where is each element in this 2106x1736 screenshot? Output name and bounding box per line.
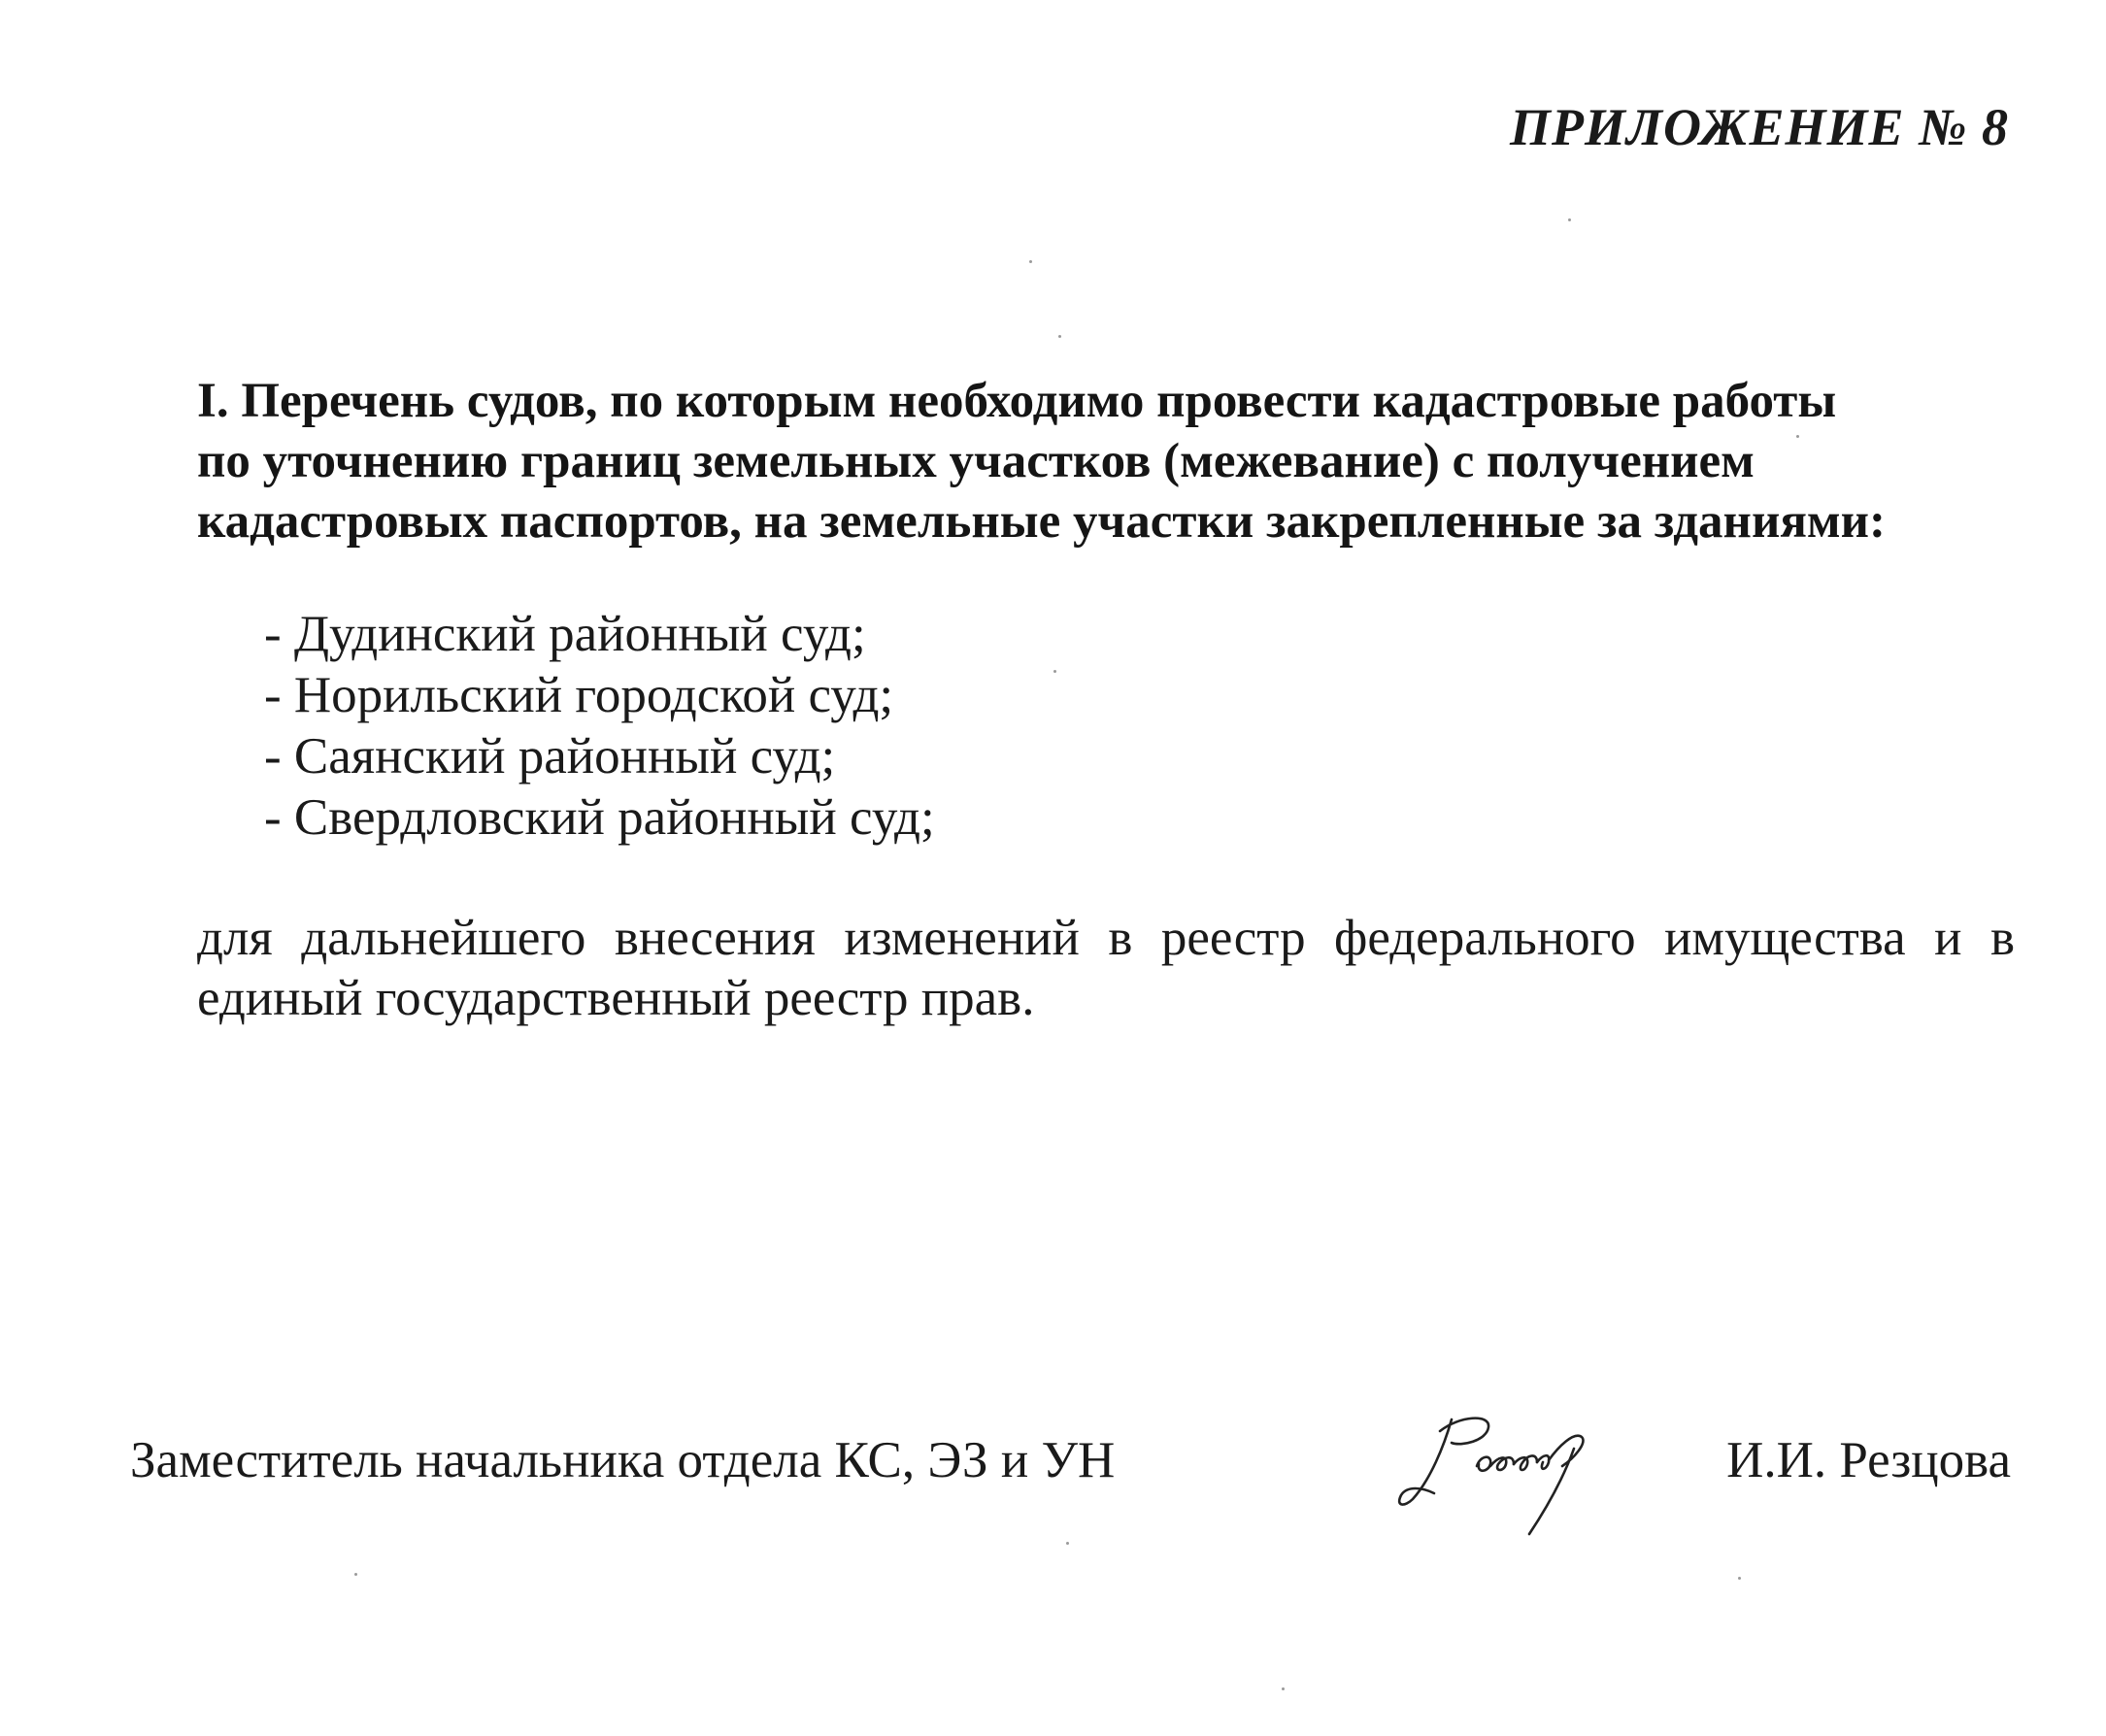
court-list bbox=[264, 604, 935, 849]
appendix-label: ПРИЛОЖЕНИЕ № 8 bbox=[1509, 98, 2009, 156]
scan-speck bbox=[354, 1573, 357, 1576]
heading-line: I. Перечень судов, по которым необходимо провести кадастровые работы bbox=[197, 374, 1837, 428]
section-heading bbox=[197, 371, 2042, 551]
purpose-paragraph bbox=[197, 908, 2015, 1028]
scan-speck bbox=[1029, 260, 1032, 263]
heading-line: по уточнению границ земельных участков (межевание) с получением bbox=[197, 434, 1755, 488]
court-list-item: - Дудинский районный суд; bbox=[264, 606, 866, 662]
scan-speck bbox=[1053, 670, 1056, 673]
court-list-item: - Норильский городской суд; bbox=[264, 667, 894, 723]
court-list-item: - Саянский районный суд; bbox=[264, 728, 836, 785]
scan-speck bbox=[1568, 218, 1571, 221]
scan-speck bbox=[1066, 1542, 1069, 1545]
signer-name: И.И. Резцова bbox=[1726, 1432, 2011, 1488]
scan-speck bbox=[1282, 1687, 1285, 1690]
heading-line: кадастровых паспортов, на земельные участки закрепленные за зданиями: bbox=[197, 494, 1887, 549]
scan-speck bbox=[1738, 1577, 1741, 1580]
purpose-line: единый государственный реестр прав. bbox=[197, 970, 1035, 1026]
purpose-line: для дальнейшего внесения изменений в реестр федерального имущества и в bbox=[197, 910, 2015, 966]
handwritten-signature bbox=[1384, 1398, 1636, 1544]
court-list-item: - Свердловский районный суд; bbox=[264, 789, 935, 846]
scan-speck bbox=[1058, 335, 1061, 338]
scan-speck bbox=[1796, 435, 1799, 438]
signer-position: Заместитель начальника отдела КС, ЭЗ и УН bbox=[130, 1432, 1116, 1488]
signature-block bbox=[0, 1418, 2106, 1573]
